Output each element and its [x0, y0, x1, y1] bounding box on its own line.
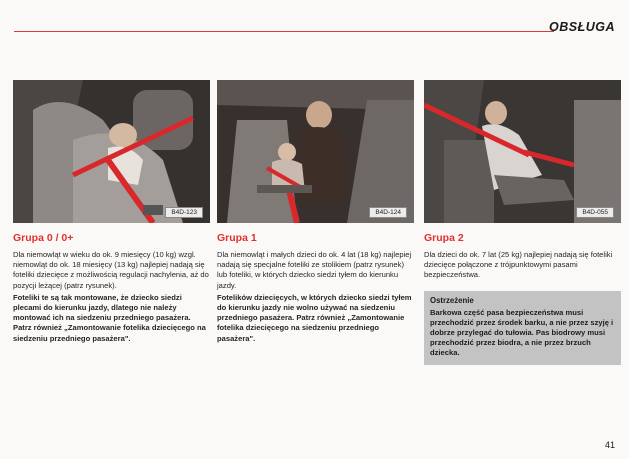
- infant-seat-illustration: [13, 80, 210, 223]
- photo-code-label: B4D-124: [369, 207, 407, 218]
- photo-toddler-seat: [217, 80, 414, 223]
- group-title: Grupa 1: [217, 232, 257, 244]
- booster-seat-illustration: [424, 80, 621, 223]
- paragraph: Dla niemowląt i małych dzieci do ok. 4 lat (18 kg) najlepiej nadają się specjalne foteliki ze stolikiem (patrz rysunek) lub foteliki, w których dziecko siedzi tyłem do kierunku jazdy.: [217, 250, 412, 290]
- photo-code-label: B4D-055: [576, 207, 614, 218]
- section-title: OBSŁUGA: [549, 20, 615, 34]
- page-number: 41: [604, 440, 615, 450]
- column-group-0: [13, 80, 210, 344]
- column-group-2: [424, 80, 621, 365]
- paragraph-bold: Fotelików dziecięcych, w których dziecko siedzi tyłem do kierunku jazdy nie wolno używać na siedzeniu przedniego pasażera. Patrz również „Zamontowanie fotelika dziecięcego na siedzeniu przedniego pasażera".: [217, 292, 412, 343]
- photo-booster-seat: [424, 80, 621, 223]
- paragraph: Dla dzieci do ok. 7 lat (25 kg) najlepiej nadają się foteliki dziecięce połączone z trójpunktowymi pasami bezpieczeństwa.: [424, 250, 613, 280]
- warning-title: Ostrzeżenie: [430, 295, 474, 305]
- photo-infant-seat: [13, 80, 210, 223]
- warning-box: [424, 291, 621, 365]
- paragraph-bold: Foteliki te są tak montowane, że dziecko siedzi plecami do kierunku jazdy, dlatego nie należy montować ich na siedzeniu przedniego pasażera. Patrz również „Zamontowanie fotelika dziecięcego na siedzeniu przedniego pasażera".: [13, 292, 206, 343]
- group-title: Grupa 2: [424, 232, 464, 244]
- warning-text: Barkowa część pasa bezpieczeństwa musi przechodzić przez środek barku, a nie przez szyję i dobrze przylegać do tułowia. Pas biodrowy musi przechodzić przez biodra, a nie przez brzuch dziecka.: [430, 307, 614, 358]
- paragraph: Dla niemowląt w wieku do ok. 9 miesięcy (10 kg) wzgl. niemowląt do ok. 18 miesięcy (13 kg) najlepiej nadają się foteliki dziecięce z możliwością regulacji nachylenia, aż do pozycji leżącej (patrz rysunek).: [13, 250, 209, 290]
- column-group-1: [217, 80, 414, 344]
- header-rule: [14, 31, 554, 32]
- group-title: Grupa 0 / 0+: [13, 232, 74, 244]
- toddler-seat-illustration: [217, 80, 414, 223]
- photo-code-label: B4D-123: [165, 207, 203, 218]
